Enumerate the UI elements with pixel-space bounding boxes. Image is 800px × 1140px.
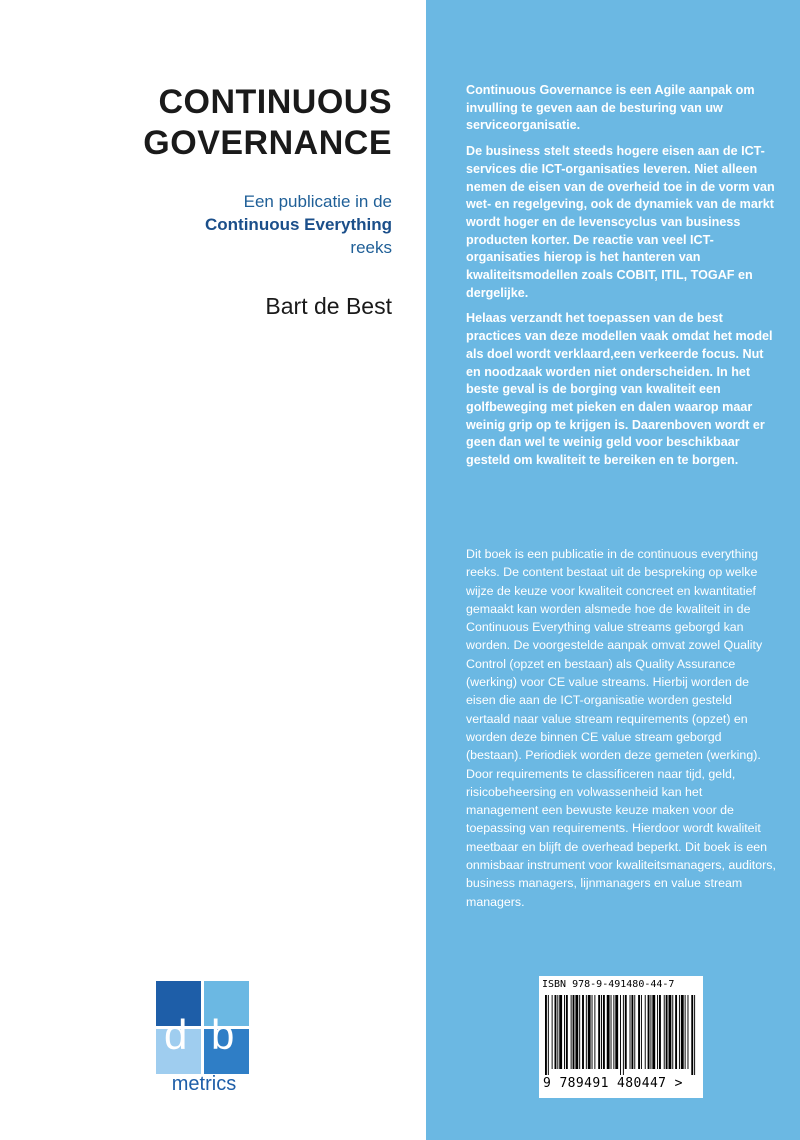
barcode-bar: [688, 995, 689, 1069]
barcode-bar: [669, 995, 672, 1069]
barcode-bar: [557, 995, 558, 1069]
barcode-bar: [641, 995, 642, 1069]
barcode-bar: [586, 995, 587, 1069]
barcode-bar: [681, 995, 684, 1069]
blurb-bold-section: [466, 82, 776, 478]
barcode-bar: [650, 995, 651, 1069]
blurb-paragraph: De business stelt steeds hogere eisen aan de ICT-services die ICT-organisaties leveren. Niet alleen nemen de eisen van de overheid toe in de vorm van wet- en regelgeving, ook de dynamiek van de markt wordt hoger en de levenscyclus van business producten korter. De reactie van veel ICT-organisaties hierop is het hanteren van kwaliteitsmodellen zoals COBIT, ITIL, TOGAF en dergelijke.: [466, 144, 775, 300]
logo-letter-d: d: [164, 1011, 188, 1058]
barcode-bar: [675, 995, 677, 1069]
barcode-bar: [659, 995, 661, 1069]
barcode-bar: [601, 995, 602, 1069]
barcode-bar: [555, 995, 557, 1069]
series-subtitle: [12, 190, 392, 259]
barcode-bar: [559, 995, 562, 1069]
barcode-digits: 9 789491 480447 >: [543, 1076, 683, 1091]
barcode-bar: [694, 995, 695, 1075]
logo-wordmark: metrics: [171, 1073, 237, 1095]
blurb-plain-section: [466, 545, 776, 911]
barcode-bar: [685, 995, 686, 1069]
barcode-bar: [620, 995, 621, 1075]
author-name: Bart de Best: [265, 293, 392, 319]
barcode-bars: [545, 995, 697, 1075]
barcode-bar: [615, 995, 618, 1069]
barcode-bar: [691, 995, 693, 1075]
barcode-bar: [598, 995, 600, 1069]
barcode-bar: [631, 995, 633, 1069]
barcode-bar: [648, 995, 650, 1069]
barcode-bar: [672, 995, 673, 1069]
barcode-bar: [630, 995, 631, 1069]
subtitle-line-3: reeks: [350, 238, 392, 257]
barcode-bar: [603, 995, 605, 1069]
barcode-bar: [638, 995, 640, 1069]
blurb-paragraph: Dit boek is een publicatie in de continuous everything reeks. De content bestaat uit de bespreking op welke wijze de keuze voor kwaliteit concreet en kwantitatief gemaakt kan worden alsmede hoe de kwaliteit in de Continuous Everything value streams geborgd kan worden. De voorgestelde aanpak omvat zowel Quality Control (opzet en bestaan) als Quality Assurance (werking) voor CE value streams. Hierbij worden de eisen die aan de ICT-organisatie worden gesteld vertaald naar value stream requirements (opzet) en worden deze binnen CE value stream geborgd (bestaan). Periodiek worden deze gemeten (werking). Door requirements te classificeren naar tijd, geld, risicobeheersing en volwassenheid kan het management een bewuste keuze maken voor de toepassing van requirements. Hierdoor wordt kwaliteit meetbaar en blijft de overhead beperkt. Dit boek is een onmisbaar instrument voor kwaliteitsmanagers, auditors, business managers, lijnmanagers en value stream managers.: [466, 547, 776, 909]
barcode-bar: [652, 995, 655, 1069]
barcode-bar: [679, 995, 680, 1069]
barcode-bar: [592, 995, 593, 1069]
barcode-bar: [613, 995, 614, 1069]
barcode-bar: [575, 995, 578, 1069]
barcode-bar: [657, 995, 658, 1069]
barcode-bar: [623, 995, 624, 1075]
series-name: Continuous Everything: [205, 215, 392, 234]
barcode-bar: [566, 995, 568, 1069]
barcode-bar: [573, 995, 575, 1069]
isbn-barcode: [539, 976, 703, 1098]
barcode-bar: [548, 995, 549, 1075]
barcode-bar: [552, 995, 553, 1069]
barcode-bar: [588, 995, 591, 1069]
barcode-bar: [579, 995, 580, 1069]
blurb-paragraph: Continuous Governance is een Agile aanpak om invulling te geven aan de besturing van uw serviceorganisatie.: [466, 83, 755, 133]
book-title: CONTINUOUS GOVERNANCE: [143, 83, 392, 162]
barcode-bar: [611, 995, 612, 1069]
blurb-paragraph: Helaas verzandt het toepassen van de best practices van deze modellen vaak omdat het model als doel wordt verklaard,een verkeerde focus. Nut en noodzaak worden niet onderscheiden. In het beste geval is de borging van kwaliteit een golfbeweging met pieken en dalen waarop maar weinig grip op te krijgen is. Daarenboven wordt er geen dan wel te weinig geld voor beschikbaar gesteld om kwaliteit te bereiken en te borgen.: [466, 311, 773, 468]
barcode-bar: [664, 995, 665, 1069]
barcode-bar: [666, 995, 668, 1069]
logo-letter-b: b: [211, 1011, 235, 1058]
isbn-label: ISBN 978-9-491480-44-7: [542, 979, 675, 990]
subtitle-line-1: Een publicatie in de: [243, 192, 392, 211]
barcode-bar: [594, 995, 595, 1069]
barcode-bar: [582, 995, 584, 1069]
barcode-bar: [625, 995, 627, 1069]
barcode-bar: [645, 995, 646, 1069]
barcode-bar: [607, 995, 610, 1069]
barcode-bar: [564, 995, 565, 1069]
barcode-bar: [545, 995, 547, 1075]
barcode-bar: [571, 995, 572, 1069]
barcode-bar: [634, 995, 635, 1069]
